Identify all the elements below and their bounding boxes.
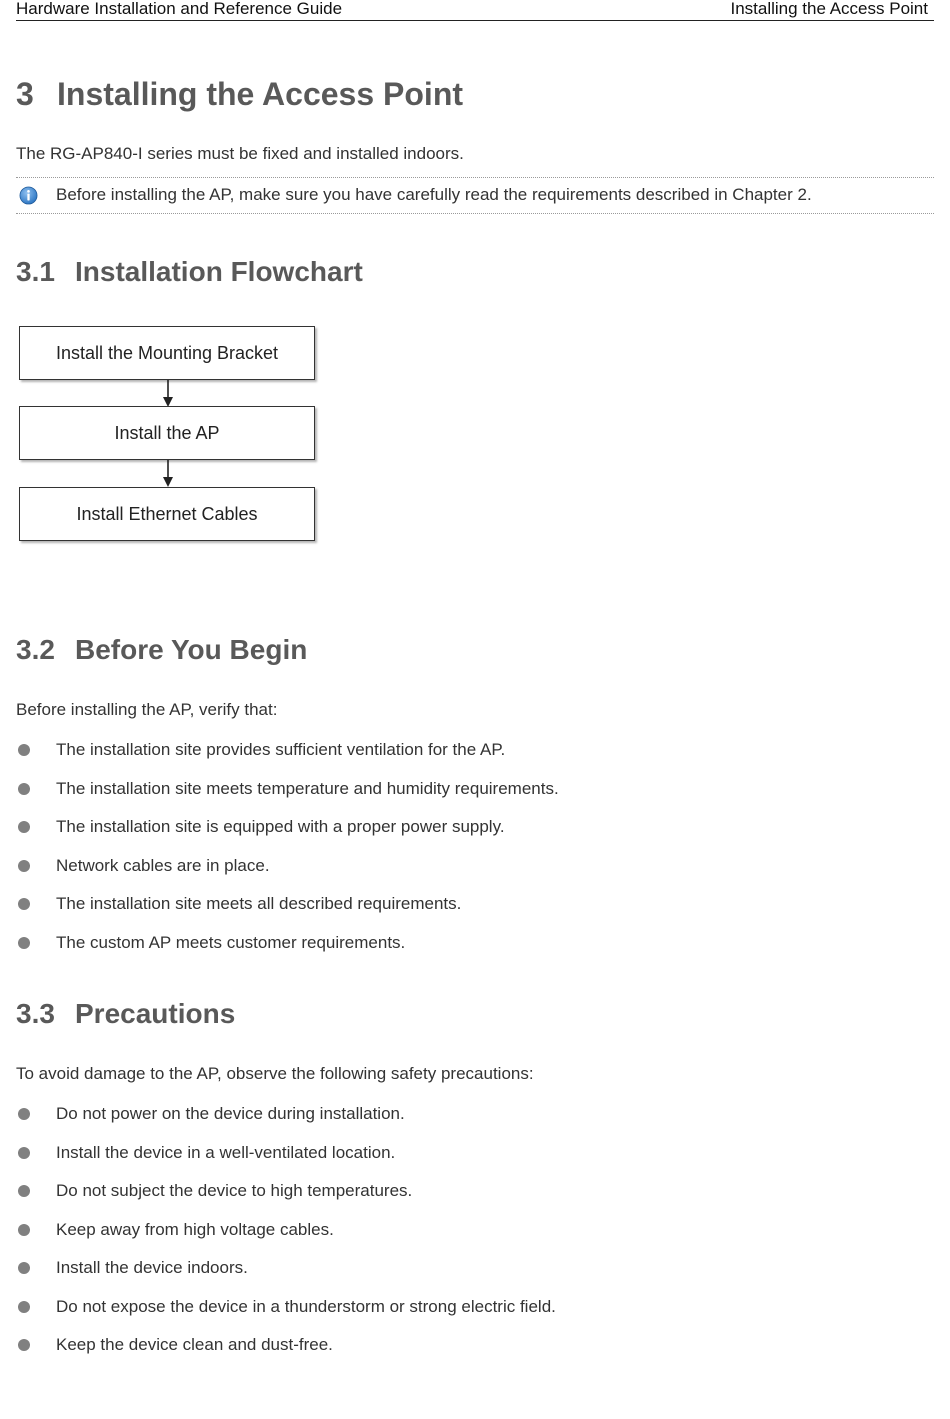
bullet-icon — [18, 860, 30, 872]
bullet-icon — [18, 1301, 30, 1313]
bullet-icon — [18, 1224, 30, 1236]
section-heading-flowchart — [16, 256, 363, 288]
bullet-icon — [18, 898, 30, 910]
section-number: 3.2 — [16, 634, 55, 665]
note-box — [16, 177, 934, 214]
section-title: Before You Begin — [75, 634, 308, 665]
section-heading-before-you-begin — [16, 634, 307, 666]
before-lead: Before installing the AP, verify that: — [16, 700, 278, 719]
section-heading-precautions — [16, 998, 235, 1030]
bullet-icon — [18, 783, 30, 795]
section-number: 3.1 — [16, 256, 55, 287]
flow-step-label: Install the Mounting Bracket — [55, 342, 279, 363]
flow-step-mounting-bracket — [19, 326, 315, 380]
flow-step-label: Install the AP — [114, 422, 220, 443]
chapter-title — [16, 76, 463, 113]
flow-step-ethernet-cables — [19, 487, 315, 541]
bullet-icon — [18, 744, 30, 756]
flow-step-install-ap — [19, 406, 315, 460]
precautions-lead: To avoid damage to the AP, observe the following safety precautions: — [16, 1064, 534, 1083]
info-icon — [19, 186, 38, 205]
intro-paragraph: The RG-AP840-I series must be fixed and installed indoors. — [16, 144, 464, 163]
header-right-title: Installing the Access Point — [730, 0, 928, 18]
flow-arrow-down-icon — [161, 380, 175, 408]
page-header — [16, 0, 934, 21]
header-left-title: Hardware Installation and Reference Guide — [16, 0, 343, 18]
bullet-icon — [18, 1339, 30, 1351]
bullet-icon — [18, 937, 30, 949]
note-text: Before installing the AP, make sure you have carefully read the requirements described in Chapter 2. — [56, 185, 812, 204]
bullet-icon — [18, 821, 30, 833]
section-title: Installation Flowchart — [75, 256, 363, 287]
chapter-number: 3 — [16, 76, 34, 112]
section-title: Precautions — [75, 998, 236, 1029]
bullet-icon — [18, 1108, 30, 1120]
chapter-title-text: Installing the Access Point — [57, 76, 464, 112]
flow-step-label: Install Ethernet Cables — [76, 503, 258, 524]
flow-arrow-down-icon — [161, 460, 175, 488]
bullet-icon — [18, 1262, 30, 1274]
bullet-icon — [18, 1185, 30, 1197]
bullet-icon — [18, 1147, 30, 1159]
section-number: 3.3 — [16, 998, 55, 1029]
